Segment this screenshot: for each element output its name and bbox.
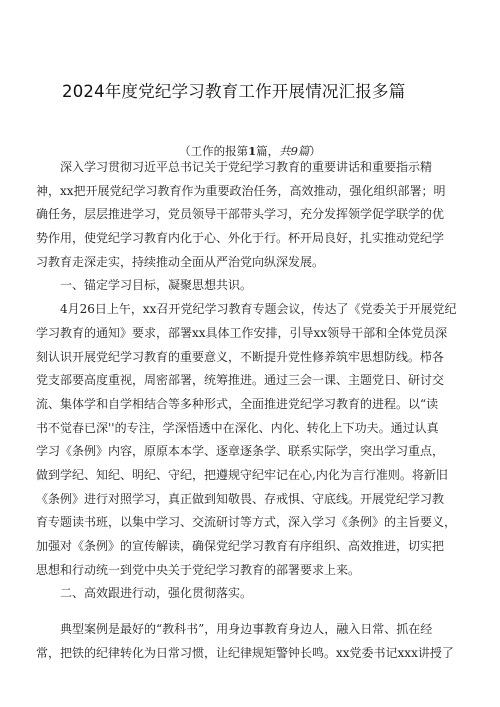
paragraph-3-line: 典型案例是最好的“教科书”，用身边事教育身边人，融入日常、抓在经 — [60, 622, 433, 637]
paragraph-2-line: 《条例》进行对照学习，真正做到知敬畏、存戒惧、守底线。开展党纪学习教 — [36, 491, 445, 506]
paragraph-2-line: 4月26日上午，xx召开党纪学习教育专题会议，传达了《党委关于开展党纪 — [60, 302, 457, 317]
section-heading-1: 一、锚定学习目标，凝聚思想共识。 — [60, 278, 253, 293]
document-title: 2024年度党纪学习教育工作开展情况汇报多篇 — [62, 82, 406, 101]
paragraph-2-line: 思想和行动统一到党中央关于党纪学习教育的部署要求上来。 — [36, 562, 361, 577]
section-heading-2: 二、高效跟进行动，强化贯彻落实。 — [60, 586, 253, 601]
paragraph-3-line: 常，把铁的纪律转化为日常习惯，让纪律规矩警钟长鸣。xx党委书记xxx讲授了 — [36, 645, 454, 660]
paragraph-2-line: 加强对《条例》的宣传解读，确保党纪学习教育有序组织、高效推进，切实把 — [36, 539, 445, 553]
paragraph-1-line: 深入学习贯彻习近平总书记关于党纪学习教育的重要讲话和重要指示精 — [60, 160, 433, 174]
subtitle-open: （工作的报第 — [179, 144, 249, 158]
subtitle-total: 共9篇 — [279, 144, 310, 158]
paragraph-2-line: 学习《条例》内容，原原本本学、逐章逐条学、联系实际学，突出学习重点， — [36, 444, 445, 459]
paragraph-2-line: 育专题读书班，以集中学习、交流研讨等方式，深入学习《条例》的主旨要义， — [36, 515, 457, 530]
subtitle-number: 1 — [248, 144, 257, 158]
paragraph-2-line: 流、集体学和自学相结合等多种形式，全面推进党纪学习教育的进程。以“读 — [36, 396, 439, 411]
paragraph-1-line: 势作用，使党纪学习教育内化于心、外化于行。杯开局良好，扎实推动党纪学 — [36, 231, 445, 246]
paragraph-2-line: 做到学纪、知纪、明纪、守纪，把遵规守纪牢记在心,内化为言行准则。将新旧 — [36, 467, 448, 482]
paragraph-2-line: 书不觉春已深''的专注，学深悟透中在深化、内化、转化上下功夫。通过认真 — [36, 420, 439, 435]
paragraph-2-line: 学习教育的通知》要求，部署xx具体工作安排，引导xx领导干部和全体党员深 — [36, 325, 448, 340]
subtitle-close: ） — [309, 144, 321, 158]
paragraph-spacer — [36, 606, 468, 618]
subtitle-mid: 篇， — [256, 144, 280, 158]
paragraph-2-line: 党支部要高度重视，周密部署，统筹推进。通过三会一课、主题党日、研讨交 — [36, 373, 445, 388]
paragraph-1-line: 神，xx把开展党纪学习教育作为重要政治任务，高效推动，强化组织部署；明 — [36, 183, 446, 198]
document-body — [36, 156, 468, 665]
paragraph-1-line: 确任务，层层推进学习，党员领导干部带头学习，充分发挥领学促学联学的优 — [36, 207, 445, 222]
paragraph-1-line: 习教育走深走实，持续推动全面从严治党向纵深发展。 — [36, 254, 325, 269]
paragraph-2-line: 刻认识开展党纪学习教育的重要意义，不断提升党性修养筑牢思想防线。栉各 — [36, 349, 445, 364]
